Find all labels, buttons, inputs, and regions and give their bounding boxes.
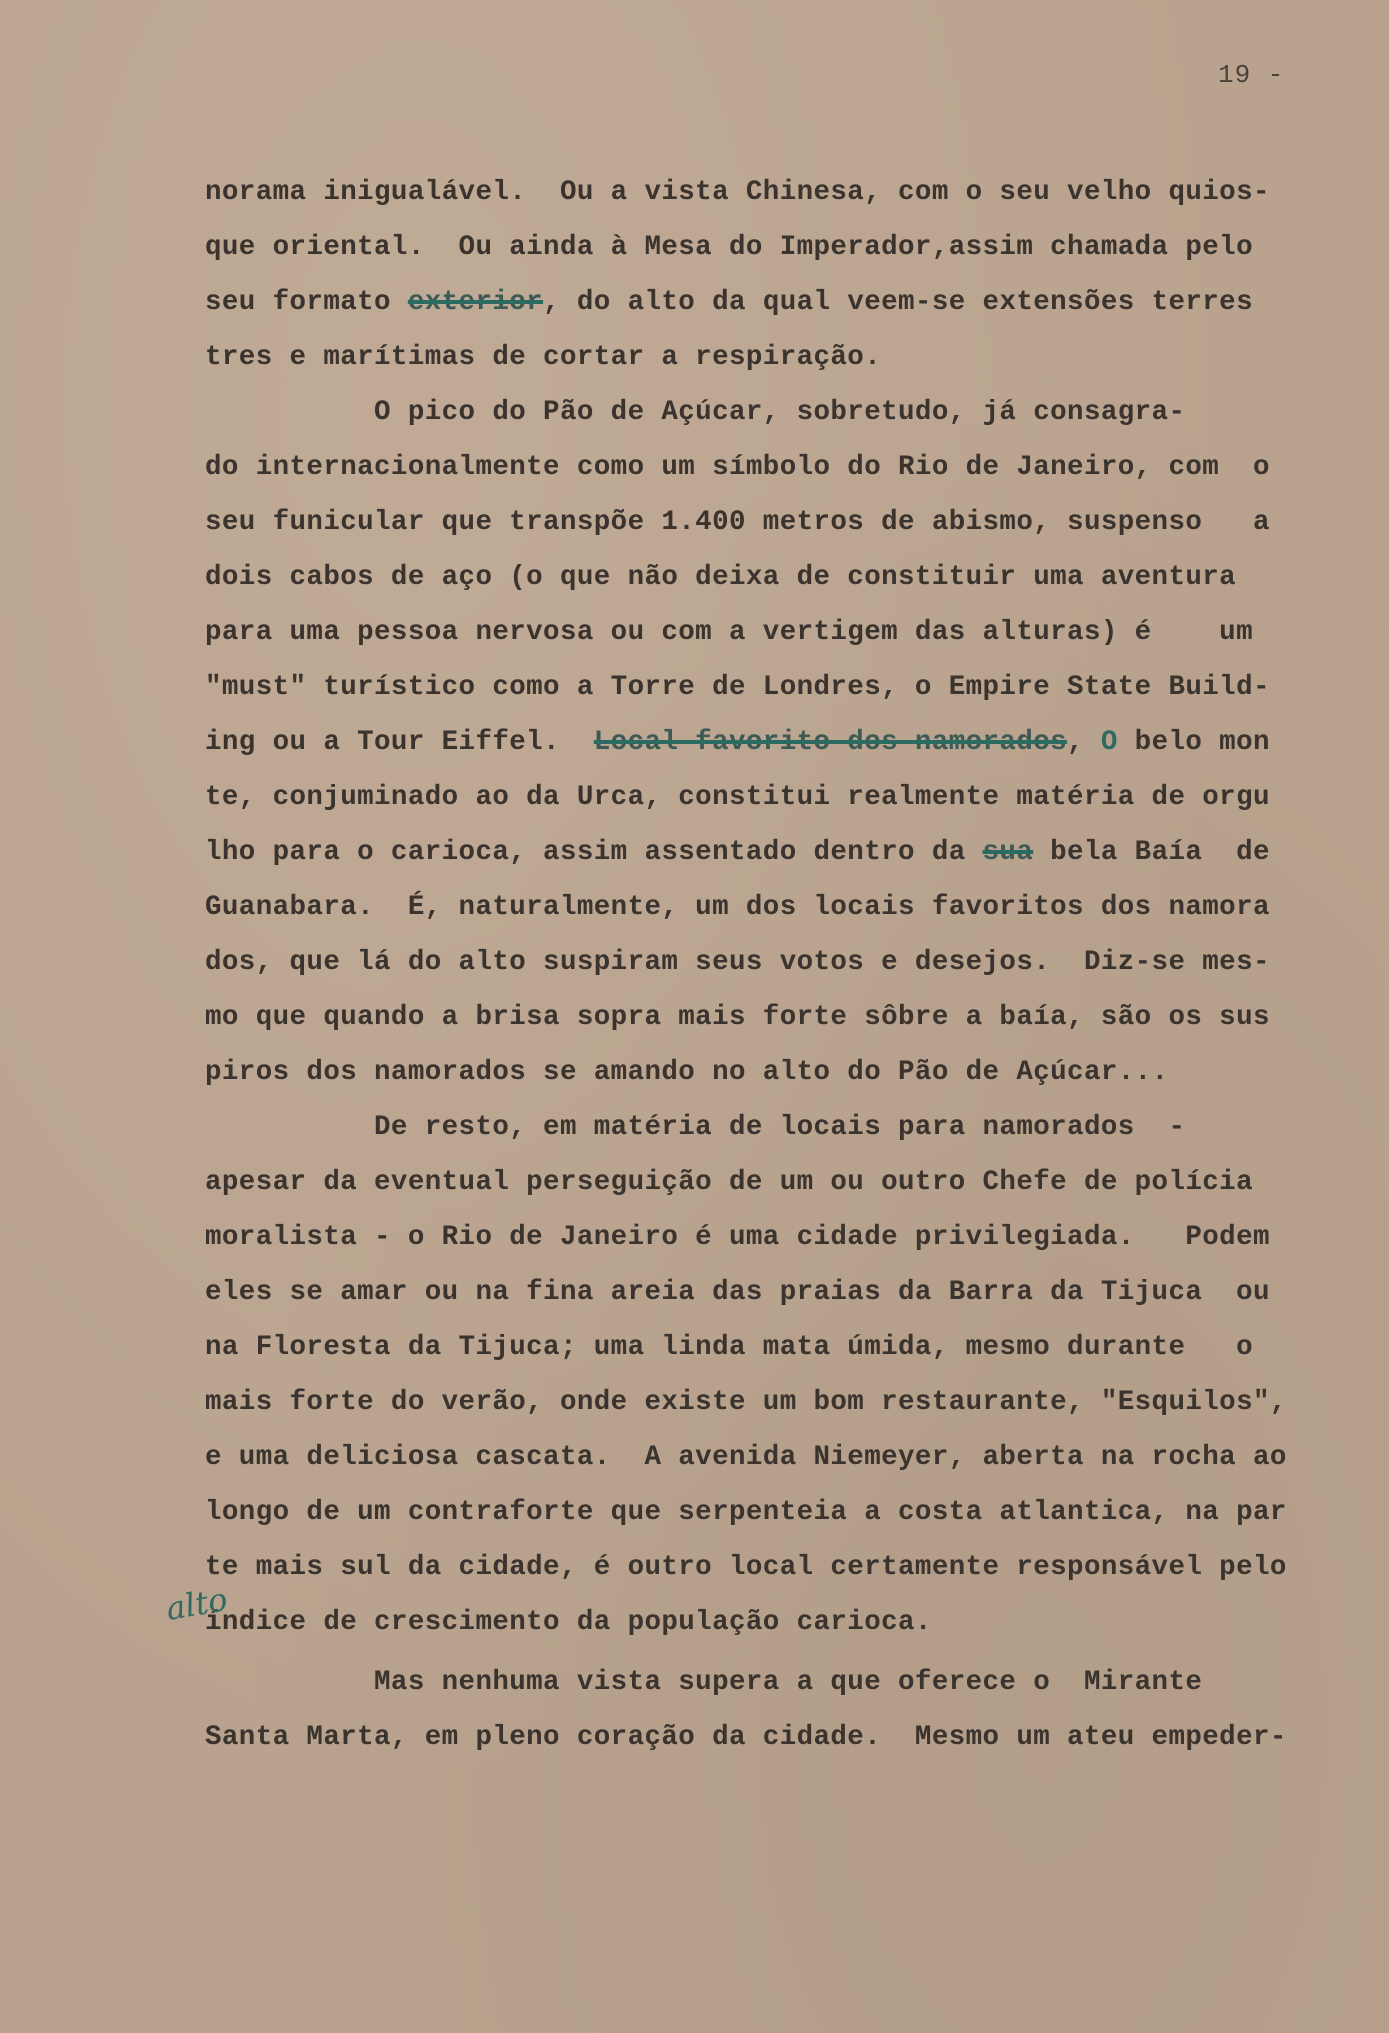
page-number: 19 - — [1218, 60, 1285, 90]
text-line-4: tres e marítimas de cortar a respiração. — [205, 342, 882, 373]
text-line-7: seu funicular que transpõe 1.400 metros de abismo, suspenso a — [205, 507, 1270, 538]
struck-word-exterior: exterior — [407, 287, 544, 318]
text-line-17: piros dos namorados se amando no alto do Pão de Açúcar... — [205, 1057, 1169, 1088]
text-line-3 — [205, 286, 1253, 320]
text-line-16: mo que quando a brisa sopra mais forte sôbre a baía, são os sus — [205, 1002, 1270, 1033]
text-line-2: que oriental. Ou ainda à Mesa do Imperador,assim chamada pelo — [205, 232, 1253, 263]
handwritten-insert: O — [1100, 727, 1118, 758]
text-line-3-a: seu formato — [205, 287, 408, 318]
text-line-27: índice de crescimento da população carioca. — [205, 1607, 932, 1638]
struck-phrase: Local favorito dos namorados — [593, 727, 1068, 758]
text-line-11-a: ing ou a Tour Eiffel. — [205, 727, 594, 758]
text-line-13 — [205, 836, 1270, 870]
text-line-23: mais forte do verão, onde existe um bom restaurante, "Esquilos", — [205, 1387, 1287, 1418]
text-line-13-a: lho para o carioca, assim assentado dentro da — [205, 837, 983, 868]
handwritten-margin-note: alto — [163, 1579, 231, 1629]
text-line-15: dos, que lá do alto suspiram seus votos e desejos. Diz-se mes- — [205, 947, 1270, 978]
text-line-6: do internacionalmente como um símbolo do Rio de Janeiro, com o — [205, 452, 1270, 483]
text-line-26: te mais sul da cidade, é outro local certamente responsável pelo — [205, 1552, 1287, 1583]
text-line-25: longo de um contraforte que serpenteia a costa atlantica, na par — [205, 1497, 1287, 1528]
text-line-14: Guanabara. É, naturalmente, um dos locais favoritos dos namora — [205, 892, 1270, 923]
text-line-10: "must" turístico como a Torre de Londres, o Empire State Build- — [205, 672, 1270, 703]
text-line-20: moralista - o Rio de Janeiro é uma cidade privilegiada. Podem — [205, 1222, 1270, 1253]
text-line-28: Mas nenhuma vista supera a que oferece o Mirante — [205, 1667, 1203, 1698]
text-line-29: Santa Marta, em pleno coração da cidade. Mesmo um ateu empeder- — [205, 1722, 1287, 1753]
struck-word-sua: sua — [982, 837, 1034, 868]
text-line-11-b: , — [1067, 727, 1101, 758]
text-line-5: O pico do Pão de Açúcar, sobretudo, já consagra- — [205, 397, 1186, 428]
text-line-9: para uma pessoa nervosa ou com a vertigem das alturas) é um — [205, 617, 1253, 648]
text-line-1: norama inigualável. Ou a vista Chinesa, com o seu velho quios- — [205, 177, 1270, 208]
text-line-22: na Floresta da Tijuca; uma linda mata úmida, mesmo durante o — [205, 1332, 1253, 1363]
text-line-19: apesar da eventual perseguição de um ou outro Chefe de polícia — [205, 1167, 1253, 1198]
text-line-11-c: belo mon — [1117, 727, 1270, 758]
text-line-8: dois cabos de aço (o que não deixa de constituir uma aventura — [205, 562, 1237, 593]
text-line-21: eles se amar ou na fina areia das praias da Barra da Tijuca ou — [205, 1277, 1270, 1308]
text-line-3-b: , do alto da qual veem-se extensões terres — [543, 287, 1253, 318]
text-line-13-b: bela Baía de — [1033, 837, 1270, 868]
text-line-18: De resto, em matéria de locais para namorados - — [205, 1112, 1186, 1143]
text-line-24: e uma deliciosa cascata. A avenida Niemeyer, aberta na rocha ao — [205, 1442, 1287, 1473]
text-line-12: te, conjuminado ao da Urca, constitui realmente matéria de orgu — [205, 782, 1270, 813]
text-line-11 — [205, 726, 1270, 760]
